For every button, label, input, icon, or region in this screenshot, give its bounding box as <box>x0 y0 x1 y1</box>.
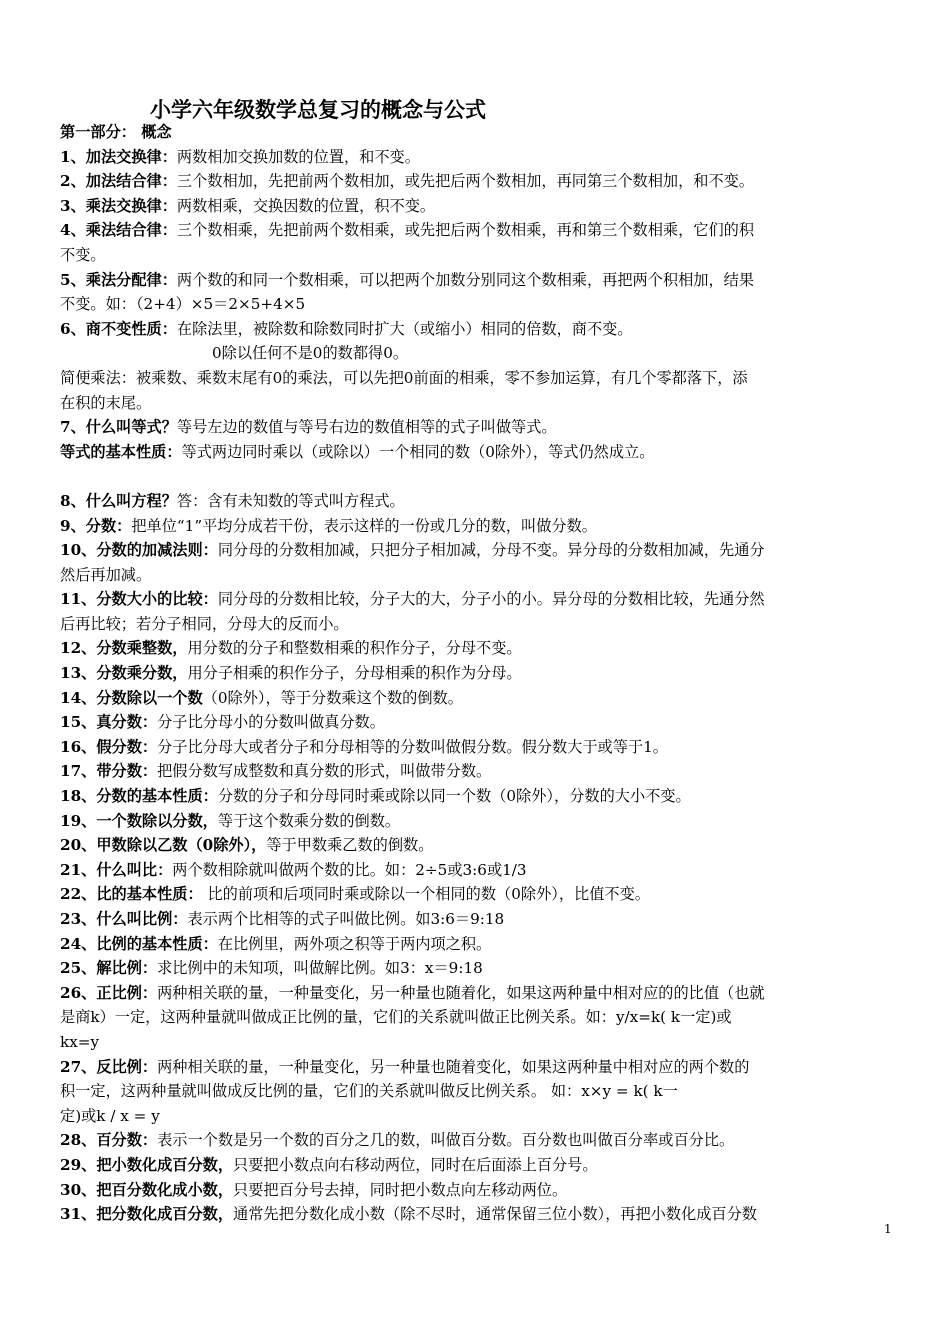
concept-line <box>60 1202 894 1227</box>
concept-continuation <box>60 391 894 416</box>
concept-text: 两数相加交换加数的位置，和不变。 <box>176 147 420 166</box>
concept-text: 等于这个数乘分数的倒数。 <box>217 811 401 830</box>
concept-line <box>60 1055 894 1080</box>
concept-term: 20、甲数除以乙数（0除外）， <box>60 836 267 855</box>
concept-line <box>60 587 894 612</box>
concept-note <box>60 341 894 366</box>
concept-text: 在积的末尾。 <box>60 393 152 412</box>
concept-term: 5、乘法分配律： <box>60 270 177 289</box>
concept-line <box>60 489 894 514</box>
blank-line <box>60 464 894 489</box>
concept-line <box>60 686 894 711</box>
concept-term: 13、分数乘分数， <box>60 664 188 683</box>
concept-term: 25、解比例： <box>60 959 158 978</box>
concept-text: （0除外），等于分数乘这个数的倒数。 <box>202 688 463 707</box>
concept-term: 11、分数大小的比较： <box>60 590 218 609</box>
section-heading <box>60 120 894 145</box>
concept-text: 两个数的和同一个数相乘，可以把两个加数分别同这个数相乘，再把两个积相加，结果 <box>176 270 755 289</box>
concept-line <box>60 218 894 243</box>
concept-term: 1、加法交换律： <box>60 147 177 166</box>
concept-text: 在除法里，被除数和除数同时扩大（或缩小）相同的倍数，商不变。 <box>176 319 633 338</box>
concept-text: 分子比分母小的分数叫做真分数。 <box>157 713 385 732</box>
concept-term: 9、分数： <box>60 516 132 535</box>
concept-term: 8、什么叫方程？ <box>60 491 177 510</box>
concept-continuation <box>60 1005 894 1030</box>
concept-term: 28、百分数： <box>60 1131 158 1150</box>
concept-text: 两种相关联的量，一种量变化，另一种量也随着化，如果这两种量中相对应的的比值（也就 <box>157 983 765 1002</box>
concept-text: 只要把百分号去掉，同时把小数点向左移动两位。 <box>233 1180 568 1199</box>
concept-text: 通常先把分数化成小数（除不尽时，通常保留三位小数），再把小数化成百分数 <box>233 1205 757 1224</box>
concept-line <box>60 956 894 981</box>
concept-line <box>60 636 894 661</box>
concept-line <box>60 833 894 858</box>
concept-text: 表示两个比相等的式子叫做比例。如3:6＝9:18 <box>187 910 505 928</box>
concept-continuation <box>60 292 894 317</box>
concept-text: 三个数相加，先把前两个数相加，或先把后两个数相加，再同第三个数相加，和不变。 <box>176 172 755 191</box>
concept-text: 只要把小数点向右移动两位，同时在后面添上百分号。 <box>233 1155 598 1174</box>
concept-term: 30、把百分数化成小数， <box>60 1180 234 1199</box>
concept-continuation <box>60 1079 894 1104</box>
concept-line <box>60 514 894 539</box>
concept-term: 26、正比例： <box>60 983 158 1002</box>
concept-term: 6、商不变性质： <box>60 319 177 338</box>
concept-term: 17、带分数： <box>60 762 158 781</box>
concept-term: 27、反比例： <box>60 1057 158 1076</box>
concept-text: 等式两边同时乘以（或除以）一个相同的数（0除外），等式仍然成立。 <box>181 442 655 461</box>
concept-continuation <box>60 563 894 588</box>
concept-line <box>60 661 894 686</box>
concept-text: 三个数相乘，先把前两个数相乘，或先把后两个数相乘，再和第三个数相乘，它们的积 <box>176 221 755 240</box>
concept-term: 10、分数的加减法则： <box>60 541 218 560</box>
concept-line <box>60 907 894 932</box>
concept-text: 用分子相乘的积作分子，分母相乘的积作为分母。 <box>187 664 522 683</box>
concept-line <box>60 1128 894 1153</box>
concept-text: 简便乘法：被乘数、乘数末尾有0的乘法，可以先把0前面的相乘，零不参加运算，有几个零都落下，添 <box>60 368 748 387</box>
concept-line <box>60 268 894 293</box>
concept-term: 2、加法结合律： <box>60 172 177 191</box>
concept-text: 在比例里，两外项之积等于两内项之积。 <box>217 934 492 953</box>
concept-text: 两种相关联的量，一种量变化，另一种量也随着变化，如果这两种量中相对应的两个数的 <box>157 1057 750 1076</box>
concept-term: 24、比例的基本性质： <box>60 934 218 953</box>
document-body <box>60 120 894 1227</box>
concept-text: 不变。 <box>60 245 106 264</box>
concept-term: 31、把分数化成百分数， <box>60 1205 234 1224</box>
concept-term: 23、什么叫比例： <box>60 910 188 928</box>
concept-line <box>60 538 894 563</box>
concept-term: 22、比的基本性质： <box>60 885 203 904</box>
concept-term: 29、把小数化成百分数， <box>60 1155 234 1174</box>
concept-text: 表示一个数是另一个数的百分之几的数，叫做百分数。百分数也叫做百分率或百分比。 <box>157 1131 735 1150</box>
concept-text: 是商k）一定，这两种量就叫做成正比例的量，它们的关系就叫做正比例关系。如：y/x=k( k一定)或 <box>60 1008 732 1027</box>
concept-text: 两数相乘，交换因数的位置，积不变。 <box>176 196 436 215</box>
concept-text: 0除以任何不是0的数都得0。 <box>212 344 409 363</box>
concept-term: 15、真分数： <box>60 713 158 732</box>
concept-text: 求比例中的未知项，叫做解比例。如3：x＝9:18 <box>157 959 483 978</box>
concept-line <box>60 981 894 1006</box>
concept-line <box>60 784 894 809</box>
concept-term: 14、分数除以一个数 <box>60 688 203 707</box>
concept-text: 答：含有未知数的等式叫方程式。 <box>176 491 405 510</box>
concept-text: 定)或k / x = y <box>60 1106 160 1125</box>
concept-line <box>60 317 894 342</box>
concept-text: 然后再加减。 <box>60 565 152 584</box>
concept-continuation <box>60 612 894 637</box>
concept-continuation <box>60 243 894 268</box>
concept-text: 等号左边的数值与等号右边的数值相等的式子叫做等式。 <box>176 418 557 437</box>
concept-line <box>60 194 894 219</box>
concept-line <box>60 735 894 760</box>
concept-text: 同分母的分数相加减，只把分子相加减，分母不变。异分母的分数相加减，先通分 <box>217 541 765 560</box>
concept-line <box>60 1153 894 1178</box>
concept-continuation <box>60 1030 894 1055</box>
concept-term: 4、乘法结合律： <box>60 221 177 240</box>
concept-line <box>60 145 894 170</box>
concept-text: 分子比分母大或者分子和分母相等的分数叫做假分数。假分数大于或等于1。 <box>157 737 668 756</box>
concept-line <box>60 1178 894 1203</box>
concept-continuation <box>60 1104 894 1129</box>
concept-text: 不变。如：（2+4）×5＝2×5+4×5 <box>60 295 306 314</box>
section-heading-text: 第一部分： 概念 <box>60 123 172 141</box>
concept-line <box>60 858 894 883</box>
concept-text: 把单位“1”平均分成若干份，表示这样的一份或几分的数，叫做分数。 <box>131 516 597 535</box>
document-title: 小学六年级数学总复习的概念与公式 <box>150 97 486 122</box>
concept-term: 7、什么叫等式？ <box>60 418 177 437</box>
concept-term: 16、假分数： <box>60 737 158 756</box>
concept-line <box>60 415 894 440</box>
concept-text: 分数的分子和分母同时乘或除以同一个数（0除外），分数的大小不变。 <box>217 787 691 806</box>
concept-line <box>60 882 894 907</box>
concept-text: 两个数相除就叫做两个数的比。如：2÷5或3:6或1/3 <box>172 860 527 879</box>
concept-term: 等式的基本性质： <box>60 442 182 461</box>
concept-text: 等于甲数乘乙数的倒数。 <box>266 836 434 855</box>
concept-line <box>60 710 894 735</box>
concept-text: 同分母的分数相比较，分子大的大，分子小的小。异分母的分数相比较，先通分然 <box>217 590 765 609</box>
concept-line <box>60 366 894 391</box>
concept-line <box>60 169 894 194</box>
concept-text: 把假分数写成整数和真分数的形式，叫做带分数。 <box>157 762 492 781</box>
page-number: 1 <box>884 1222 892 1236</box>
concept-term: 19、一个数除以分数， <box>60 811 218 830</box>
concept-line <box>60 759 894 784</box>
concept-text: 后再比较；若分子相同，分母大的反而小。 <box>60 614 349 633</box>
concept-text: 积一定，这两种量就叫做成反比例的量，它们的关系就叫做反比例关系。 如：x×y = k( k一 <box>60 1082 678 1101</box>
concept-term: 21、什么叫比： <box>60 860 173 879</box>
concept-term: 3、乘法交换律： <box>60 196 177 215</box>
concept-text: kx=y <box>60 1032 100 1051</box>
concept-term: 12、分数乘整数， <box>60 639 188 658</box>
concept-term: 18、分数的基本性质： <box>60 787 218 806</box>
concept-line <box>60 440 894 465</box>
concept-line <box>60 932 894 957</box>
concept-line <box>60 809 894 834</box>
concept-text: 比的前项和后项同时乘或除以一个相同的数（0除外），比值不变。 <box>202 885 650 904</box>
concept-text: 用分数的分子和整数相乘的积作分子，分母不变。 <box>187 639 522 658</box>
